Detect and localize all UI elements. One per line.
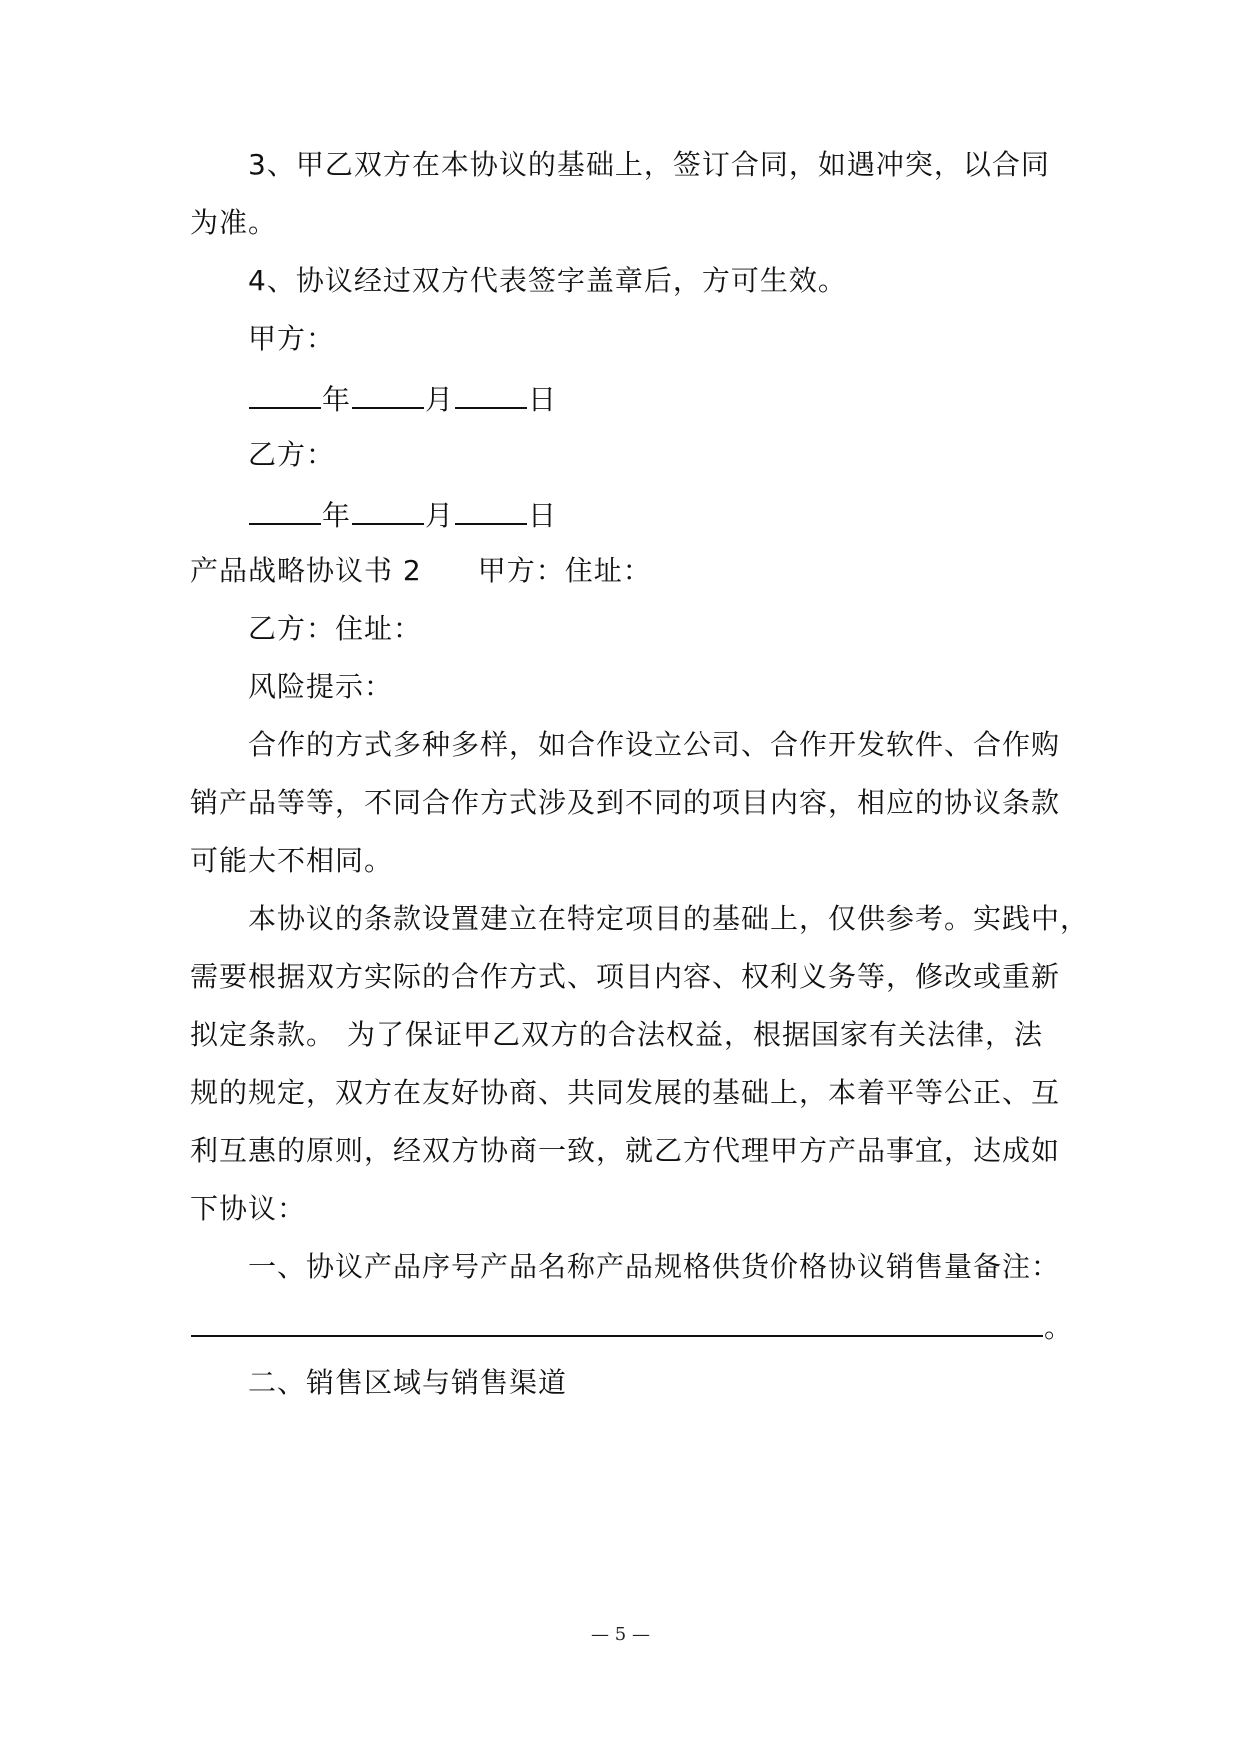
risk-label: 风险提示： <box>248 670 394 703</box>
month-label: 月 <box>425 383 455 416</box>
risk-paragraph-1-line-3: 可能大不相同。 <box>190 844 394 877</box>
clause-3-line-1: 3、甲乙双方在本协议的基础上，签订合同，如遇冲突，以合同 <box>248 148 1050 181</box>
section-1-fill-line <box>190 1305 1074 1348</box>
risk-paragraph-2-line-2: 需要根据双方实际的合作方式、项目内容、权利义务等，修改或重新 <box>190 960 1061 993</box>
agreement-2-header <box>190 551 1060 591</box>
year-label: 年 <box>322 499 352 532</box>
month-blank[interactable] <box>352 493 424 525</box>
risk-paragraph-2-line-3-part-2: 为了保证甲乙双方的合法权益，根据国家有关法律，法 <box>347 1018 1044 1051</box>
fill-line-period: 。 <box>1044 1311 1074 1344</box>
section-1-heading: 一、协议产品序号产品名称产品规格供货价格协议销售量备注： <box>248 1250 1061 1283</box>
risk-paragraph-2-line-1: 本协议的条款设置建立在特定项目的基础上，仅供参考。实践中， <box>248 902 1090 935</box>
party-a-label: 甲方： <box>248 322 336 355</box>
section-2-heading: 二、销售区域与销售渠道 <box>248 1366 568 1399</box>
risk-paragraph-1-line-2: 销产品等等，不同合作方式涉及到不同的项目内容，相应的协议条款 <box>190 786 1061 819</box>
page-number: — 5 — <box>591 1624 650 1645</box>
party-b-date-line <box>248 493 1060 536</box>
risk-paragraph-2-line-3 <box>190 1015 1060 1055</box>
month-label: 月 <box>425 499 455 532</box>
risk-paragraph-2-line-4: 规的规定，双方在友好协商、共同发展的基础上，本着平等公正、互 <box>190 1076 1061 1109</box>
risk-paragraph-2-line-6: 下协议： <box>190 1192 307 1225</box>
day-label: 日 <box>528 383 558 416</box>
clause-3-line-2: 为准。 <box>190 206 278 239</box>
risk-paragraph-2-line-5: 利互惠的原则，经双方协商一致，就乙方代理甲方产品事宜，达成如 <box>190 1134 1061 1167</box>
risk-paragraph-1-line-1: 合作的方式多种多样，如合作设立公司、合作开发软件、合作购 <box>248 728 1061 761</box>
month-blank[interactable] <box>352 377 424 409</box>
party-b-label: 乙方： <box>248 438 336 471</box>
risk-paragraph-2-line-3-part-1: 拟定条款。 <box>190 1018 336 1051</box>
day-label: 日 <box>528 499 558 532</box>
year-blank[interactable] <box>249 493 321 525</box>
product-fill-blank[interactable] <box>191 1305 1043 1337</box>
agreement-2-title: 产品战略协议书 2 <box>190 554 422 587</box>
clause-4: 4、协议经过双方代表签字盖章后，方可生效。 <box>248 264 847 297</box>
year-label: 年 <box>322 383 352 416</box>
year-blank[interactable] <box>249 377 321 409</box>
day-blank[interactable] <box>455 377 527 409</box>
agreement-2-party-b: 乙方：住址： <box>248 612 423 645</box>
day-blank[interactable] <box>455 493 527 525</box>
agreement-2-party-a: 甲方：住址： <box>477 554 652 587</box>
party-a-date-line <box>248 377 1060 420</box>
